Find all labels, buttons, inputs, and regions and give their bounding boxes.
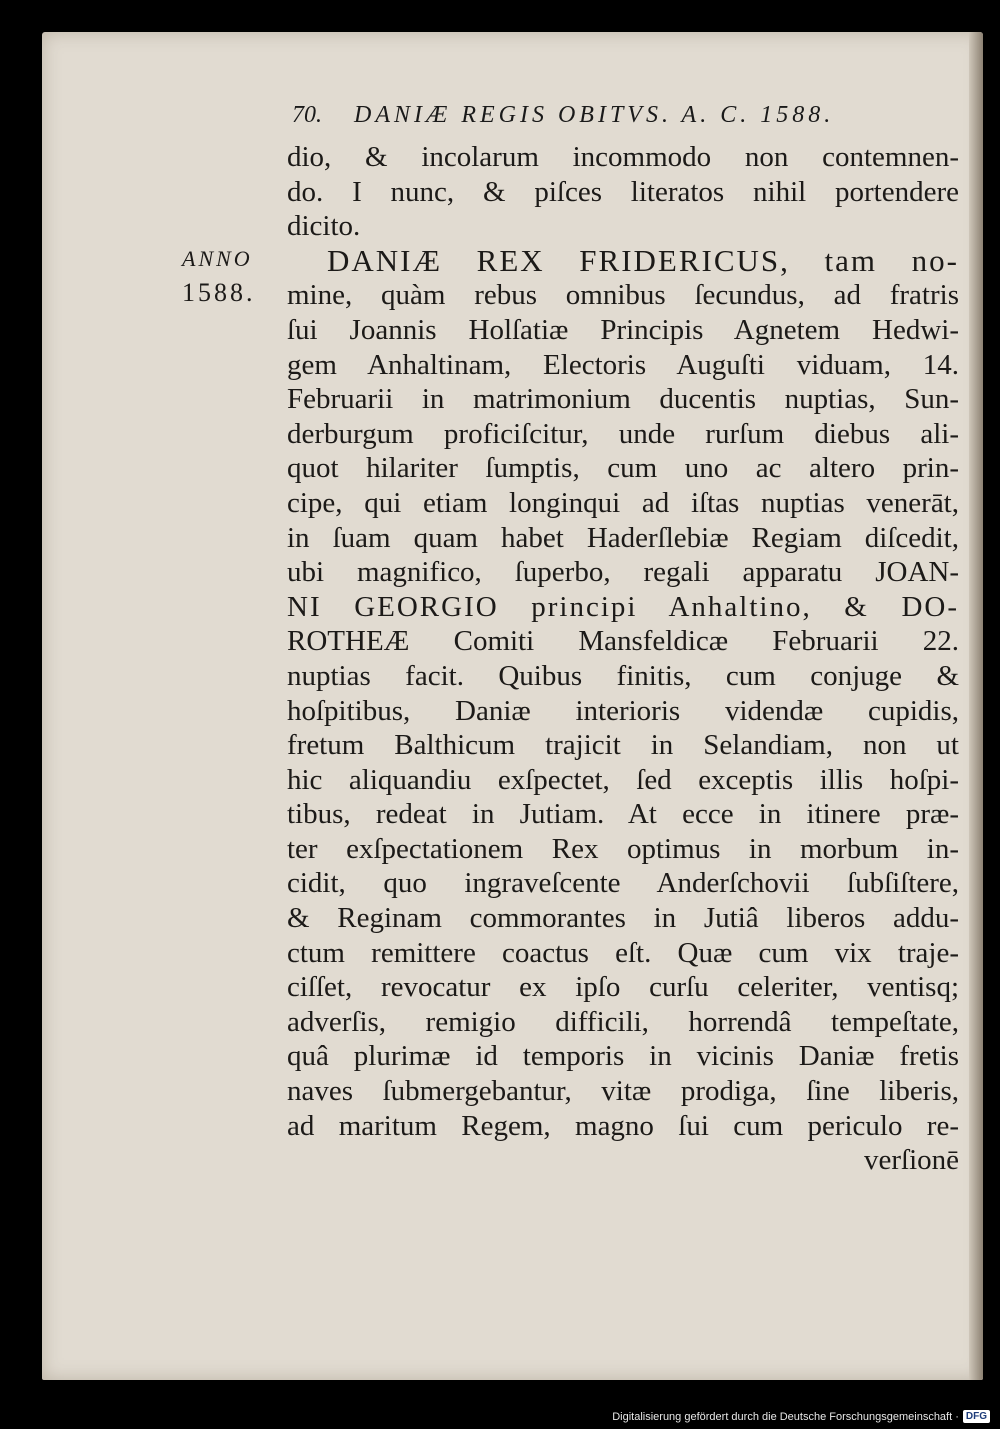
text-line: quâ plurimæ id temporis in vicinis Daniæ fretis [287,1040,959,1073]
text-line: NI GEORGIO principi Anhaltino, & DO- [287,590,959,623]
page-number: 70. [292,102,322,128]
book-page [42,32,983,1380]
margin-note-anno: ANNO [182,246,253,271]
text-line: cipe, qui etiam longinqui ad iſtas nuptias venerāt, [287,486,959,519]
text-line: gem Anhaltinam, Electoris Auguſti viduam, 14. [287,348,959,381]
text-line: hic aliquandiu exſpectet, ſed exceptis illis hoſpi- [287,763,959,796]
page-spine-edge [969,32,983,1380]
running-header [292,102,932,129]
dfg-logo-icon: DFG [963,1410,990,1423]
text-line: adverſis, remigio difficili, horrendâ tempeſtate, [287,1005,959,1038]
text-line: ſui Joannis Holſatiæ Principis Agnetem Hedwi- [287,313,959,346]
text-line: fretum Balthicum trajicit in Selandiam, non ut [287,729,959,762]
digitization-credit [612,1410,990,1423]
credit-text: Digitalisierung gefördert durch die Deutsche Forschungsgemeinschaft · [612,1410,959,1423]
body-text [287,140,959,1178]
text-line: ROTHEÆ Comiti Mansfeldicæ Februarii 22. [287,625,959,658]
text-line: ciſſet, revocatur ex ipſo curſu celeriter, ventisq; [287,971,959,1004]
text-line: Februarii in matrimonium ducentis nuptias, Sun- [287,383,959,416]
text-line: tibus, redeat in Jutiam. At ecce in itinere præ- [287,798,959,831]
margin-note-year-number: 1588. [182,278,256,307]
text-line: ctum remittere coactus eſt. Quæ cum vix traje- [287,936,959,969]
text-line: ter exſpectationem Rex optimus in morbum in- [287,832,959,865]
text-line: DANIÆ REX FRIDERICUS, tam no- [327,243,959,278]
catchword: verſionē [863,1144,959,1177]
text-line: dio, & incolarum incommodo non contemnen- [287,141,959,173]
text-line: hoſpitibus, Daniæ interioris videndæ cupidis, [287,694,959,727]
text-line: quot hilariter ſumptis, cum uno ac altero prin- [287,452,959,485]
text-line: mine, quàm rebus omnibus ſecundus, ad fratris [287,279,959,312]
text-line: nuptias facit. Quibus finitis, cum conjuge & [287,659,959,692]
text-line: derburgum proficiſcitur, unde rurſum diebus ali- [287,417,959,450]
running-title: DANIÆ REGIS OBITVS. A. C. 1588. [354,102,835,128]
text-line: & Reginam commorantes in Jutiâ liberos addu- [287,902,959,935]
text-line: cidit, quo ingraveſcente Anderſchovii ſubſiſtere, [287,867,959,900]
margin-note-year [182,242,282,310]
text-line: do. I nunc, & piſces literatos nihil portendere [287,175,959,208]
text-line: ad maritum Regem, magno ſui cum periculo re- [287,1109,959,1142]
text-line: dicito. [287,210,361,243]
text-line: in ſuam quam habet Haderſlebiæ Regiam diſcedit, [287,521,959,554]
text-line: naves ſubmergebantur, vitæ prodiga, ſine liberis, [287,1075,959,1108]
text-line: ubi magnifico, ſuperbo, regali apparatu JOAN- [287,556,959,589]
